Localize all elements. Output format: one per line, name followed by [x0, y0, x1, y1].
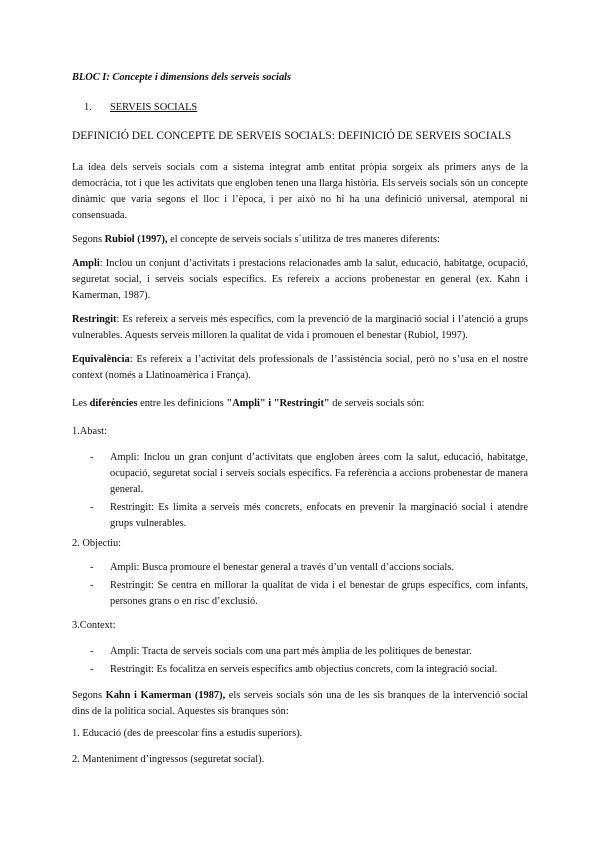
- rubiol-paragraph: Segons Rubiol (1997), el concepte de serveis socials s´utilitza de tres maneres diferents:: [72, 234, 440, 245]
- list-item: - Ampli: Inclou un gran conjunt d’activitats que engloben àrees com la salut, educació, habitatge, ocupació, seguretat social i serveis socials específics. Fa referència a accions probenestar de manera general.: [90, 450, 528, 498]
- abast-list: [90, 450, 528, 534]
- definition-restringit: Restringit: Es refereix a serveis més específics, com la prevenció de la marginació social i l’atenció a grups vulnerables. Aquests serveis milloren la qualitat de vida i promouen el benestar (Rubiol, 1997).: [72, 314, 528, 341]
- abast-heading: 1.Abast:: [72, 426, 107, 437]
- definition-equivalencia: Equivalència: Es refereix a l’activitat dels professionals de l’assistència social, però no s’usa en el nostre context (només a Llatinoamèrica i França).: [72, 354, 528, 381]
- differences-paragraph: Les diferències entre les definicions "Ampli" i "Restringit" de serveis socials són:: [72, 398, 425, 409]
- intro-paragraph: La idea dels serveis socials com a sistema integrat amb entitat pròpia sorgeix als primers anys de la democràcia, tot i que les activitats que engloben tenen una llarga història. Els serveis socials són un concepte dinàmic que varia segons el lloc i l’època, i per això no hi ha una definició universal, atemporal ni consensuada.: [72, 162, 528, 221]
- section-number: 1.: [84, 102, 92, 113]
- kahn-paragraph: Segons Kahn i Kamerman (1987), els serveis socials són una de les sis branques de la intervenció social dins de la política social. Aquestes sis branques són:: [72, 690, 528, 717]
- term-equivalencia: Equivalència: [72, 354, 130, 365]
- section-heading: [84, 100, 540, 116]
- list-item: - Restringit: Se centra en millorar la qualitat de vida i el benestar de grups específics, com infants, persones grans o en risc d’exclusió.: [90, 578, 528, 610]
- list-item: - Restringit: Es limita a serveis més concrets, enfocats en prevenir la marginació social i atendre grups vulnerables.: [90, 500, 528, 532]
- objectiu-list: [90, 560, 528, 612]
- term-restringit: Restringit: [72, 314, 117, 325]
- branch-item: 2. Manteniment d’ingressos (seguretat social).: [72, 754, 265, 765]
- definition-heading: DEFINICIÓ DEL CONCEPTE DE SERVEIS SOCIALS: DEFINICIÓ DE SERVEIS SOCIALS: [72, 130, 512, 142]
- list-item: - Ampli: Busca promoure el benestar general a través d’un ventall d’accions socials.: [90, 560, 528, 576]
- rubiol-citation: Rubiol (1997),: [104, 234, 168, 245]
- definition-ampli: Ampli: Inclou un conjunt d’activitats i prestacions relacionades amb la salut, educació, habitatge, ocupació, seguretat social, i serveis socials específics. Es refereix a accions probenestar en general (ex. Kahn i Kamerman, 1987).: [72, 258, 528, 301]
- context-heading: 3.Context:: [72, 620, 116, 631]
- bloc-title: BLOC I: Concepte i dimensions dels serveis socials: [72, 72, 292, 83]
- branch-item: 1. Educació (des de preescolar fins a estudis superiors).: [72, 728, 303, 739]
- objectiu-heading: 2. Objectiu:: [72, 538, 122, 549]
- context-list: [90, 644, 528, 680]
- term-ampli: Ampli: [72, 258, 100, 269]
- list-item: - Restringit: Es focalitza en serveis específics amb objectius concrets, com la integració social.: [90, 662, 528, 678]
- section-title: SERVEIS SOCIALS: [110, 102, 198, 113]
- kahn-citation: Kahn i Kamerman (1987),: [105, 690, 226, 701]
- list-item: - Ampli: Tracta de serveis socials com una part més àmplia de les polítiques de benestar.: [90, 644, 528, 660]
